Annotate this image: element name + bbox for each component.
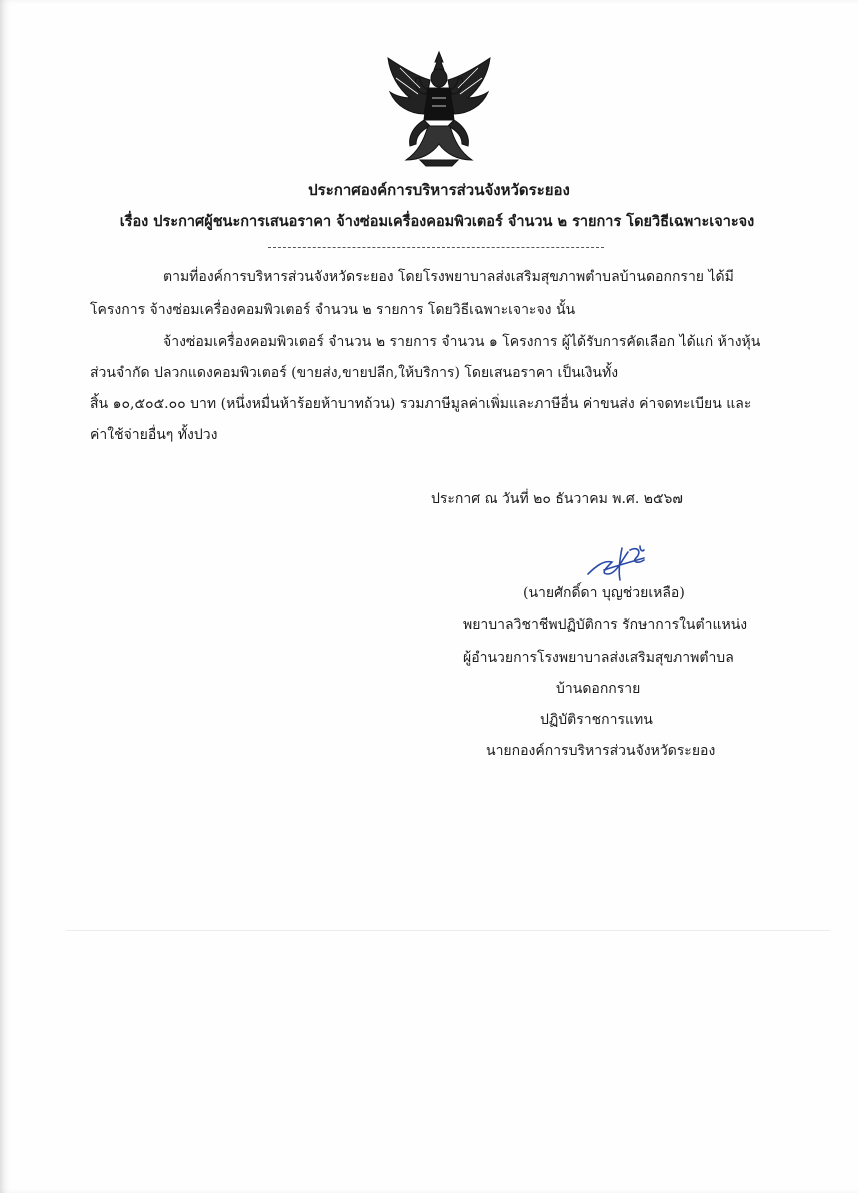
body-paragraph-2-line-1: จ้างซ่อมเครื่องคอมพิวเตอร์ จำนวน ๒ รายการ จำนวน ๑ โครงการ ผู้ได้รับการคัดเลือก ได้แก่ ห้างหุ้น bbox=[163, 334, 761, 350]
body-paragraph-2-line-4: ค่าใช้จ่ายอื่นๆ ทั้งปวง bbox=[90, 427, 218, 443]
signatory-position-1: พยาบาลวิชาชีพปฏิบัติการ รักษาการในตำแหน่ง bbox=[463, 617, 748, 633]
announcement-subject: เรื่อง ประกาศผู้ชนะการเสนอราคา จ้างซ่อมเครื่องคอมพิวเตอร์ จำนวน ๒ รายการ โดยวิธีเฉพาะเจาะจง bbox=[119, 213, 755, 230]
body-paragraph-1-line-1: ตามที่องค์การบริหารส่วนจังหวัดระยอง โดยโรงพยาบาลส่งเสริมสุขภาพตำบลบ้านดอกกราย ได้มี bbox=[163, 269, 734, 285]
body-paragraph-1-line-2: โครงการ จ้างซ่อมเครื่องคอมพิวเตอร์ จำนวน ๒ รายการ โดยวิธีเฉพาะเจาะจง นั้น bbox=[90, 302, 576, 318]
signatory-position-4: ปฏิบัติราชการแทน bbox=[540, 712, 653, 728]
garuda-emblem-icon bbox=[380, 48, 498, 170]
title-divider bbox=[268, 247, 604, 248]
signatory-position-2: ผู้อำนวยการโรงพยาบาลส่งเสริมสุขภาพตำบล bbox=[463, 650, 734, 666]
body-paragraph-2-line-3: สิ้น ๑๐,๕๐๕.๐๐ บาท (หนึ่งหมื่นห้าร้อยห้าบาทถ้วน) รวมภาษีมูลค่าเพิ่มและภาษีอื่น ค่าขนส่ง ค่าจดทะเบียน และ bbox=[90, 396, 752, 412]
handwritten-signature bbox=[582, 540, 654, 584]
signatory-position-3: บ้านดอกกราย bbox=[556, 681, 641, 697]
announcement-title: ประกาศองค์การบริหารส่วนจังหวัดระยอง bbox=[308, 181, 570, 199]
signatory-position-5: นายกองค์การบริหารส่วนจังหวัดระยอง bbox=[486, 743, 716, 759]
signatory-name: (นายศักดิ์ดา บุญช่วยเหลือ) bbox=[523, 585, 685, 601]
page-crease bbox=[66, 930, 830, 931]
announcement-date: ประกาศ ณ วันที่ ๒๐ ธันวาคม พ.ศ. ๒๕๖๗ bbox=[431, 491, 683, 507]
body-paragraph-2-line-2: ส่วนจำกัด ปลวกแดงคอมพิวเตอร์ (ขายส่ง,ขายปลีก,ให้บริการ) โดยเสนอราคา เป็นเงินทั้ง bbox=[90, 365, 619, 381]
